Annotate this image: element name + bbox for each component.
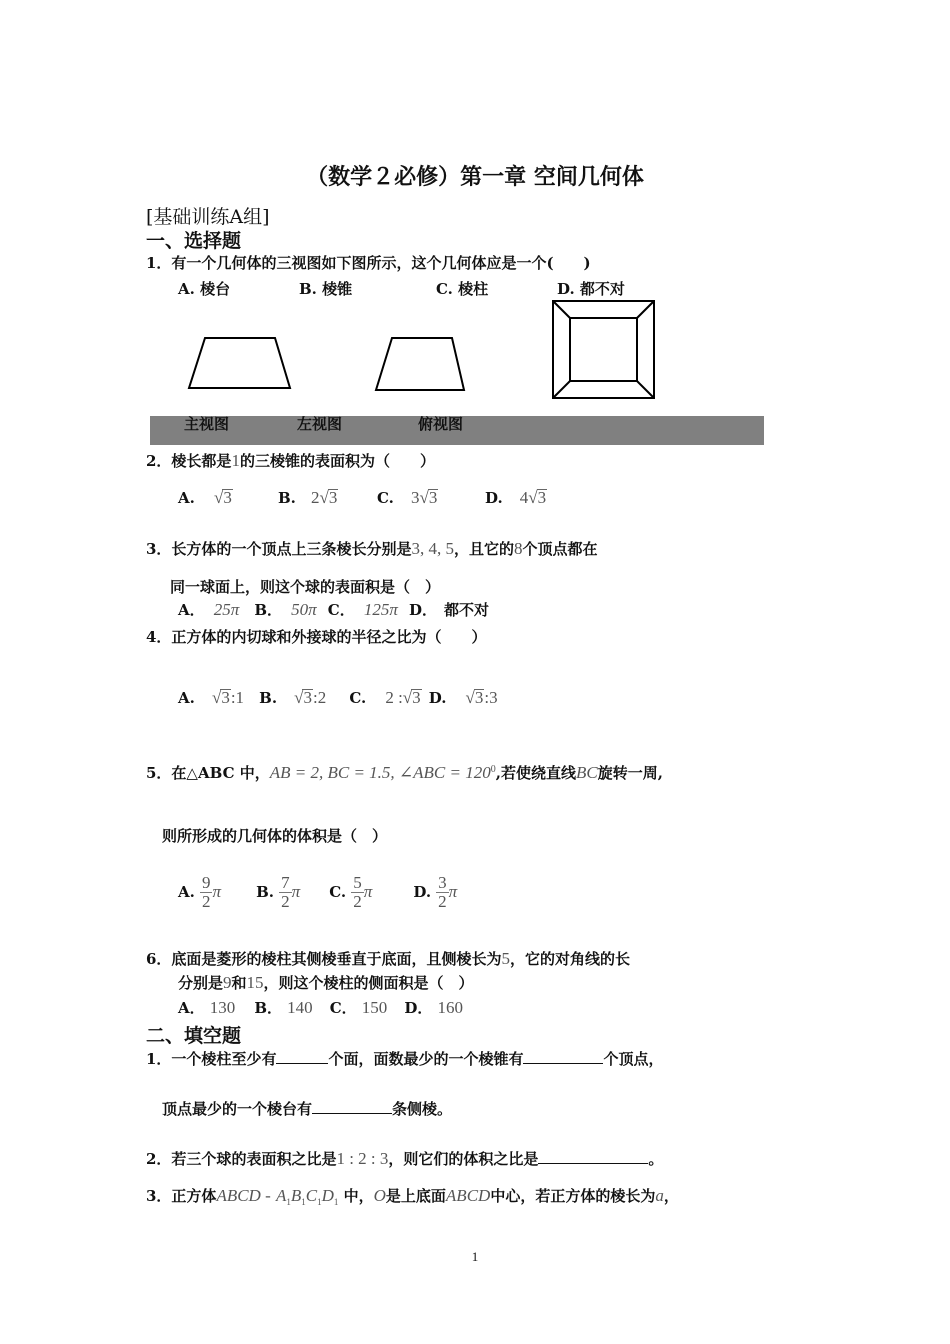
fill-1-blank-2[interactable] (523, 1049, 603, 1064)
fill-1-blank-1[interactable] (276, 1049, 328, 1064)
q2-option-c: C. 3√3 (377, 488, 438, 507)
q5-options: A. $\frac{9}{2}$ π B. $\frac{7}{2}$ π C. $\frac{5}{2}$ π D. $\frac{3}{2}$ π (178, 873, 458, 911)
fill-2-blank[interactable] (538, 1149, 648, 1164)
front-view-trapezoid (189, 338, 290, 388)
group-label: [基础训练A组] (146, 206, 270, 228)
side-view-label: 左视图 (297, 415, 343, 433)
top-view-label: 俯视图 (418, 415, 464, 433)
question-5-line2: 则所形成的几何体的体积是（ ） (162, 827, 388, 845)
q2-option-d: D. 4√3 (485, 488, 547, 507)
fill-1-line1: 1．一个棱柱至少有 个面，面数最少的一个棱锥有 个顶点， (146, 1050, 664, 1068)
q1-option-b: B. 棱锥 (299, 280, 353, 298)
top-view-square (553, 301, 654, 398)
fill-1-blank-3[interactable] (312, 1099, 392, 1114)
question-6-line2: 分别是9和15，则这个棱柱的侧面积是（ ） (178, 973, 474, 992)
question-6-text: 6．底面是菱形的棱柱其侧棱垂直于底面，且侧棱长为5，它的对角线的长 (146, 949, 630, 968)
q1-option-a: A. 棱台 (178, 280, 231, 298)
q1-option-c: C. 棱柱 (436, 280, 489, 298)
page-number: 1 (471, 1249, 479, 1264)
question-5-text: 5．在△ABC 中，AB = 2, BC = 1.5, ∠ABC = $120^0$,若使绕直线BC旋转一周, (146, 763, 663, 782)
fill-3-text: 3．正方体ABCD - $A_1B_1C_1D_1$ 中，O是上底面ABCD中心，若正方体的棱长为a， (146, 1186, 679, 1207)
section-heading-fill: 二、填空题 (146, 1025, 242, 1047)
section-heading-choice: 一、选择题 (146, 230, 242, 252)
q3-options: A． 25π B． 50π C． 125π D． 都不对 (178, 600, 490, 619)
fill-2-text: 2．若三个球的表面积之比是1 : 2 : 3，则它们的体积之比是 。 (146, 1149, 664, 1168)
question-4-text: 4．正方体的内切球和外接球的半径之比为（ ） (146, 628, 487, 646)
fill-1-line2: 顶点最少的一个棱台有 条侧棱。 (162, 1100, 453, 1118)
question-3-line2: 同一球面上，则这个球的表面积是（ ） (170, 578, 441, 596)
q6-options: A． 130 B． 140 C． 150 D． 160 (178, 998, 463, 1017)
q4-options: A. √3:1 B. √3:2 C. 2 :√3 D. √3:3 (178, 688, 498, 707)
front-view-label: 主视图 (184, 415, 230, 433)
side-view-trapezoid (376, 338, 464, 390)
page-title: （数学２必修）第一章 空间几何体 (306, 164, 644, 190)
q1-option-d: D. 都不对 (557, 280, 625, 298)
question-1-text: 1．有一个几何体的三视图如下图所示，这个几何体应是一个( ) (146, 254, 591, 272)
q2-option-a: A. √3 (178, 488, 232, 507)
q2-option-b: B. 2√3 (278, 488, 338, 507)
question-3-text: 3．长方体的一个顶点上三条棱长分别是3, 4, 5，且它的8个顶点都在 (146, 539, 598, 558)
question-2-text: 2．棱长都是1的三棱锥的表面积为（ ） (146, 451, 435, 470)
